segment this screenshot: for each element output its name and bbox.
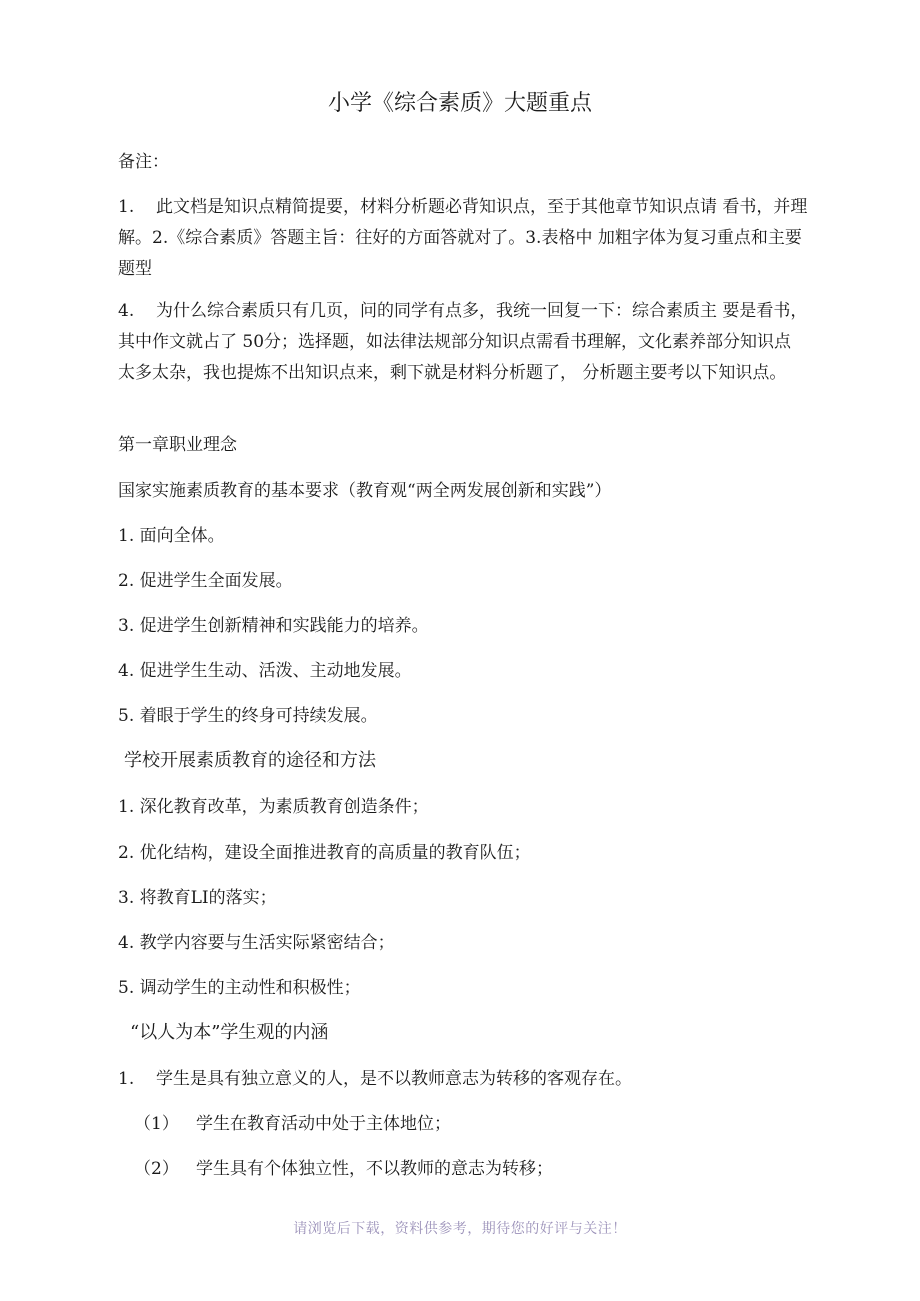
list-item: 3. 促进学生创新精神和实践能力的培养。 — [118, 616, 429, 636]
note-label: 备注： — [118, 152, 169, 172]
list-item: 3. 将教育LI的落实； — [118, 888, 277, 908]
note-4-number: 4. — [118, 301, 135, 321]
list-item: 1. 面向全体。 — [118, 526, 225, 546]
section-3-item-1 — [118, 1064, 808, 1095]
note-1-text: 此文档是知识点精简提要，材料分析题必背知识点，至于其他章节知识点请 看书，并理解。2.《综合素质》答题主旨：往好的方面答就对了。3.表格中 加粗字体为复习重点和主要题型 — [118, 197, 808, 279]
page-footer: 请浏览后下载，资料供参考，期待您的好评与关注！ — [293, 1221, 627, 1237]
list-item: 4. 教学内容要与生活实际紧密结合； — [118, 933, 395, 953]
section-heading-1: 国家实施素质教育的基本要求（教育观“两全两发展创新和实践”） — [118, 481, 612, 501]
section-heading-3: “以人为本”学生观的内涵 — [130, 1022, 329, 1043]
section-heading-2: 学校开展素质教育的途径和方法 — [124, 750, 376, 771]
note-paragraph-1 — [118, 192, 808, 285]
sub-item-number: （2） — [134, 1159, 179, 1179]
sub-item — [134, 1157, 553, 1181]
note-4-text: 为什么综合素质只有几页，问的同学有点多，我统一回复一下：综合素质主 要是看书，其中作文就占了 50分；选择题，如法律法规部分知识点需看书理解，文化素养部分知识点太多太杂，我也提炼不出知识点来，剩下就是材料分析题了， 分析题主要考以下知识点。 — [118, 301, 808, 383]
note-1-number: 1. — [118, 197, 135, 217]
list-item: 4. 促进学生生动、活泼、主动地发展。 — [118, 661, 412, 681]
note-paragraph-4 — [118, 296, 808, 389]
list-item: 5. 调动学生的主动性和积极性； — [118, 978, 361, 998]
sub-item-text: 学生具有个体独立性，不以教师的意志为转移； — [196, 1159, 553, 1179]
sub-item-number: （1） — [134, 1114, 179, 1134]
list-item: 2. 优化结构，建设全面推进教育的高质量的教育队伍； — [118, 843, 531, 863]
item-number: 1. — [118, 1069, 135, 1089]
list-item: 2. 促进学生全面发展。 — [118, 571, 293, 591]
page-title: 小学《综合素质》大题重点 — [327, 91, 592, 116]
item-text: 学生是具有独立意义的人，是不以教师意志为转移的客观存在。 — [156, 1069, 632, 1089]
list-item: 5. 着眼于学生的终身可持续发展。 — [118, 706, 378, 726]
chapter-heading: 第一章职业理念 — [118, 435, 237, 455]
list-item: 1. 深化教育改革，为素质教育创造条件； — [118, 797, 429, 817]
sub-item — [134, 1112, 451, 1136]
sub-item-text: 学生在教育活动中处于主体地位； — [196, 1114, 451, 1134]
